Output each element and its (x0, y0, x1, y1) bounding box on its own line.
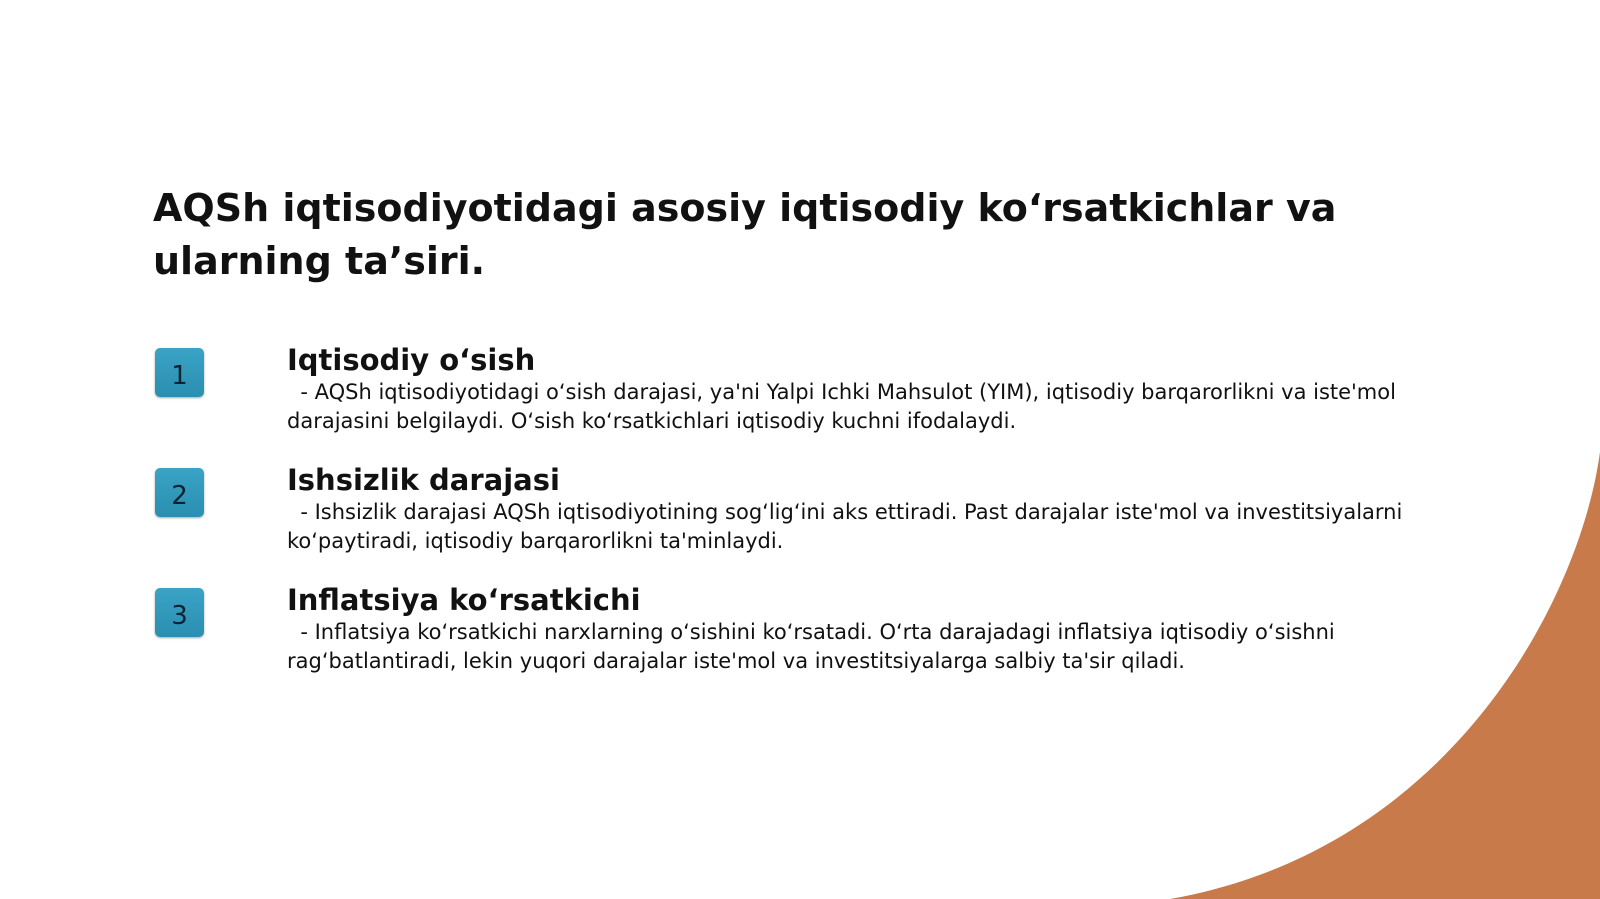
item-number-badge: 3 (155, 588, 204, 637)
item-number-badge: 1 (155, 348, 204, 397)
slide-title: AQSh iqtisodiyotidagi asosiy iqtisodiy ko‘rsatkichlar va ularning ta’siri. (153, 186, 1337, 283)
item-heading: Inflatsiya ko‘rsatkichi (287, 583, 641, 617)
item-description: - Ishsizlik darajasi AQSh iqtisodiyotining sog‘lig‘ini aks ettiradi. Past darajalar iste'mol va investitsiyalarni ko‘paytiradi, iqtisodiy barqarorlikni ta'minlaydi. (287, 500, 1410, 553)
item-description: - Inflatsiya ko‘rsatkichi narxlarning o‘sishini ko‘rsatadi. O‘rta darajadagi inflatsiya iqtisodiy o‘sishni rag‘batlantiradi, lekin yuqori darajalar iste'mol va investitsiyalarga salbiy ta'sir qiladi. (287, 620, 1342, 673)
item-description: - AQSh iqtisodiyotidagi o‘sish darajasi, ya'ni Yalpi Ichki Mahsulot (YIM), iqtisodiy barqarorlikni va iste'mol darajasini belgilaydi. O‘sish ko‘rsatkichlari iqtisodiy kuchni ifodalaydi. (287, 380, 1403, 433)
item-heading: Ishsizlik darajasi (287, 463, 560, 497)
item-heading: Iqtisodiy o‘sish (287, 343, 536, 377)
item-number-badge: 2 (155, 468, 204, 517)
